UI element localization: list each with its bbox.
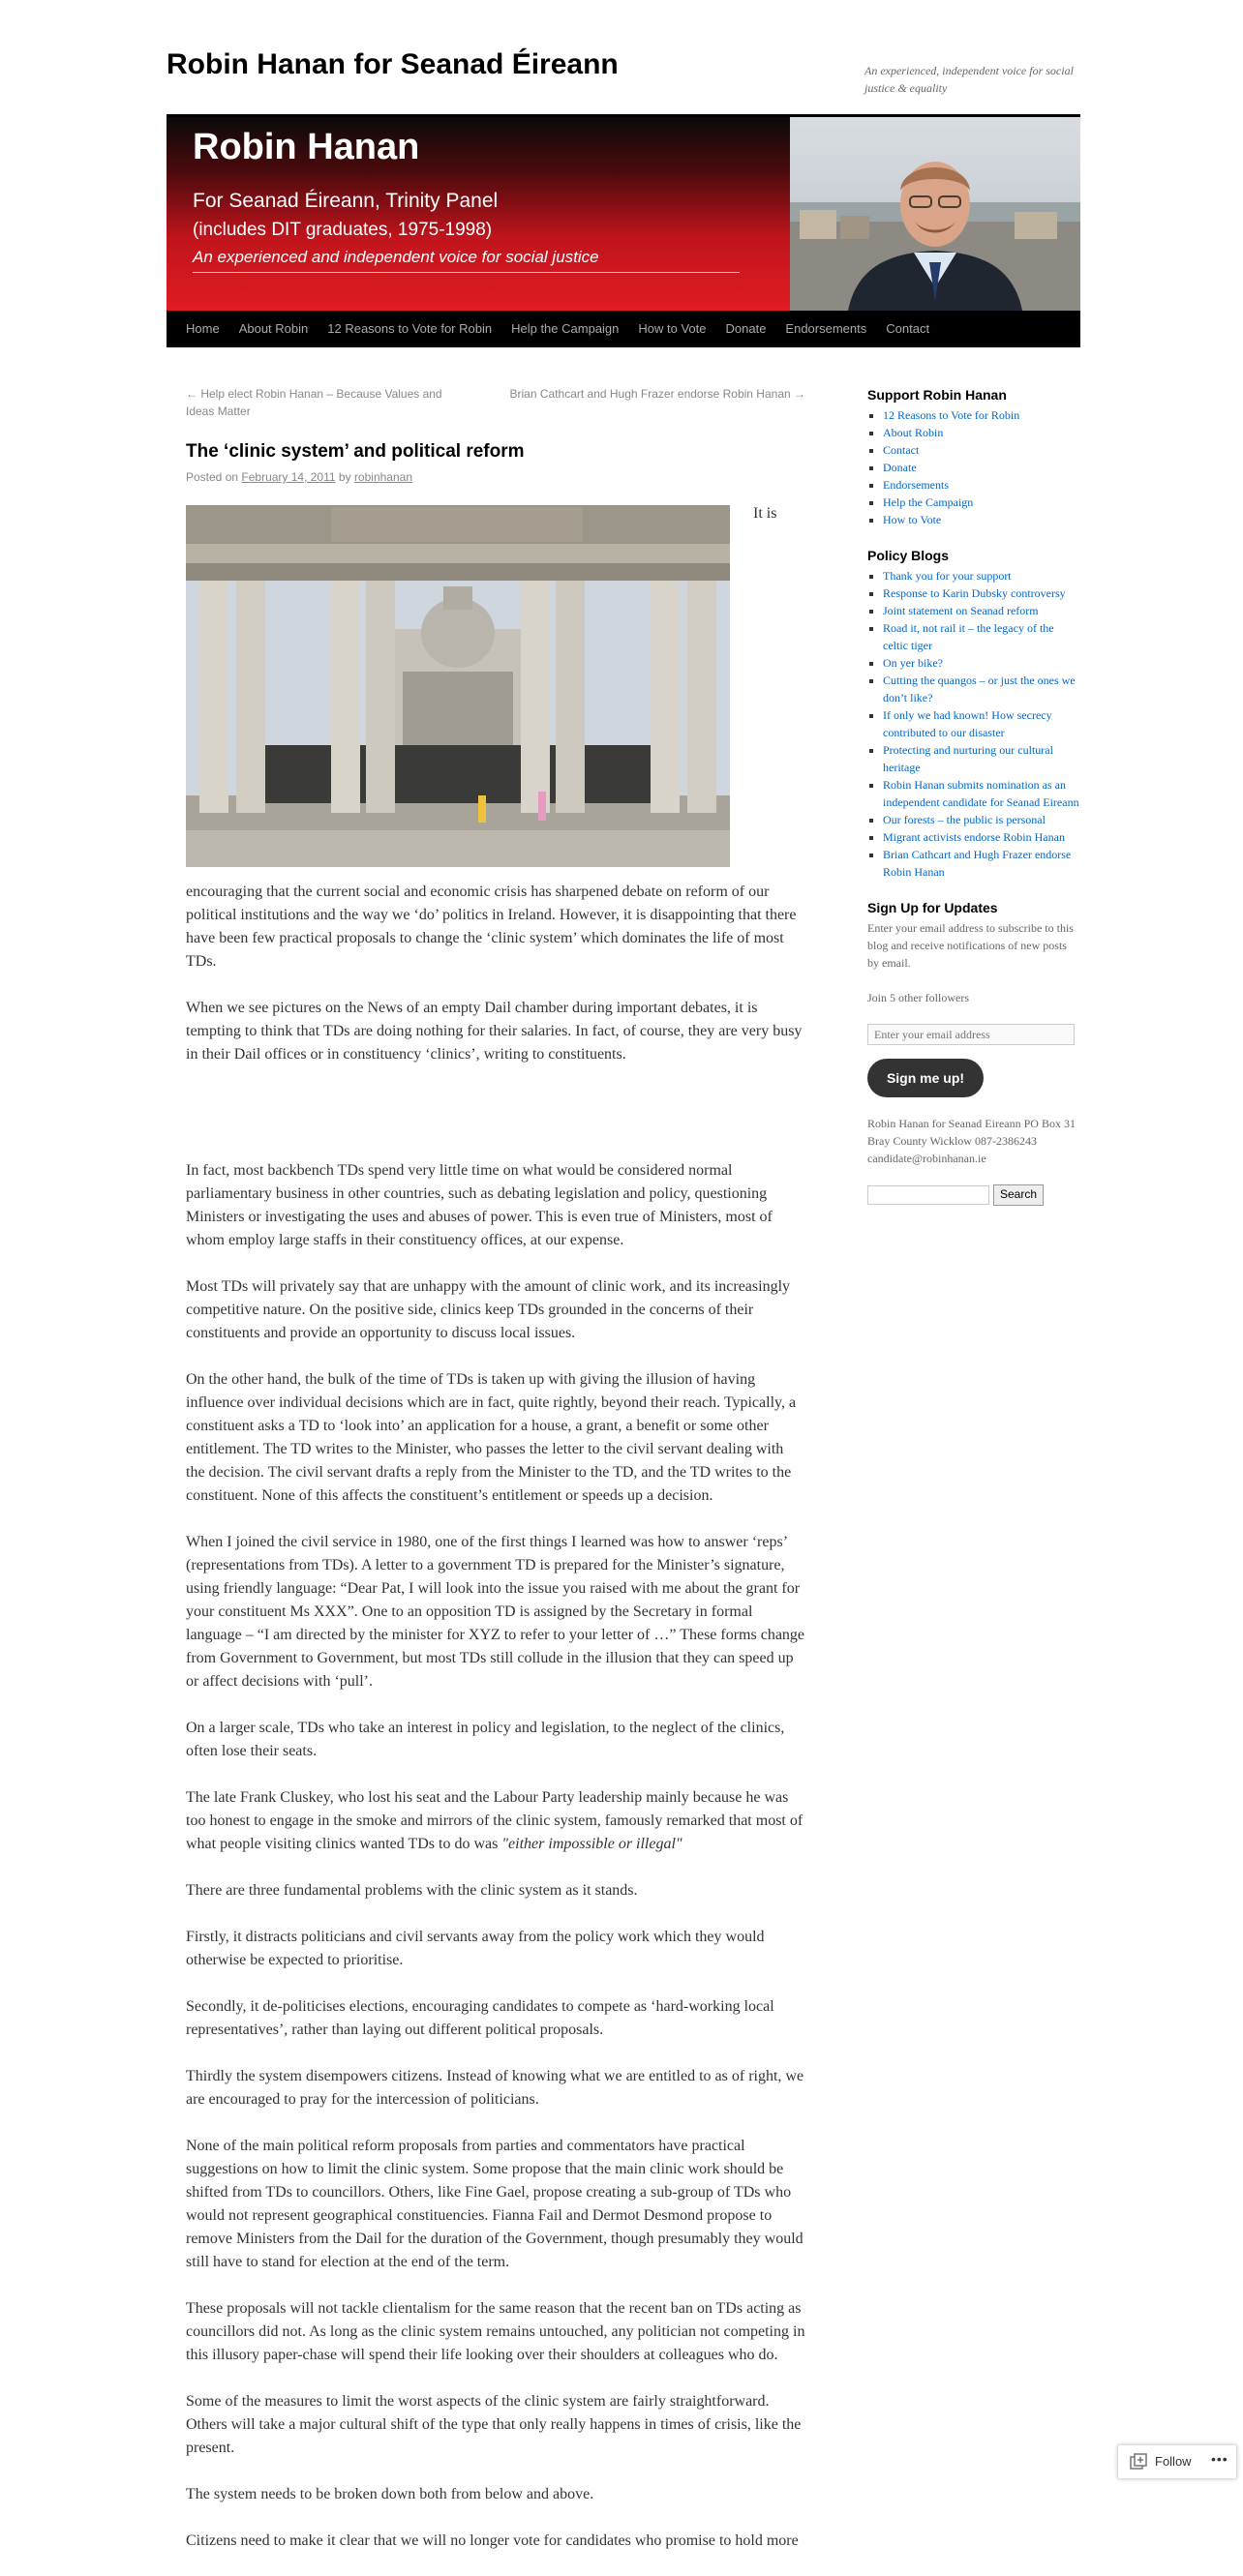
policy-blogs-title: Policy Blogs: [867, 548, 950, 563]
policy-link[interactable]: ▪ Joint statement on Seanad reform: [883, 602, 1080, 619]
policy-link[interactable]: ▪ Cutting the quangos – or just the ones we don’t like?: [883, 672, 1080, 706]
more-options-icon[interactable]: •••: [1211, 2451, 1228, 2467]
policy-link[interactable]: ▪ Protecting and nurturing our cultural heritage: [883, 741, 1080, 776]
sidebar: [867, 385, 1080, 1206]
site-description: An experienced, independent voice for social justice & equality: [864, 64, 1074, 95]
post-content: [186, 881, 805, 2576]
paragraph: Citizens need to make it clear that we will no longer vote for candidates who promise to hold more: [186, 2532, 799, 2549]
post-author-link[interactable]: robinhanan: [353, 470, 412, 484]
candidate-portrait: [790, 117, 1080, 311]
menu-item-how-to-vote[interactable]: How to Vote: [638, 321, 707, 336]
menu-item-contact[interactable]: Contact: [886, 321, 930, 336]
policy-link[interactable]: ▪ On yer bike?: [883, 654, 1080, 672]
banner-tagline: An experienced and independent voice for social justice: [193, 248, 599, 266]
policy-link[interactable]: ▪ Brian Cathcart and Hugh Frazer endorse Robin Hanan: [883, 846, 1080, 881]
header-banner: [167, 117, 1080, 311]
paragraph: Most TDs will privately say that are unhappy with the amount of clinic work, and its increasingly competitive nature. On the positive side, clinics keep TDs grounded in the concerns of their constituents and provide an opportunity to discuss local issues.: [186, 1278, 791, 1341]
lead-word: It is: [753, 505, 777, 522]
paragraph: In fact, most backbench TDs spend very little time on what would be considered normal parliamentary business in other countries, such as debating legislation and policy, questioning Ministers or investigating the uses and abuses of power. This is even true of Ministers, most of whom employ large staffs in their constituency offices, at our expense.: [186, 1162, 773, 1248]
banner-name: Robin Hanan: [193, 127, 420, 167]
menu-item-help-campaign[interactable]: Help the Campaign: [511, 321, 620, 336]
support-link[interactable]: ▪ Endorsements: [883, 476, 1080, 494]
paragraph: Secondly, it de-politicises elections, encouraging candidates to compete as ‘hard-working local representatives’, rather than laying out different political proposals.: [186, 1998, 774, 2038]
signup-description: Enter your email address to subscribe to this blog and receive notifications of new posts by email.: [867, 921, 1074, 970]
policy-link[interactable]: ▪ Road it, not rail it – the legacy of the celtic tiger: [883, 619, 1080, 654]
paragraph: When we see pictures on the News of an empty Dail chamber during important debates, it is tempting to think that TDs are doing nothing for their salaries. In fact, of course, they are very busy in their Dail offices or in constituency ‘clinics’, writing to constituents.: [186, 1000, 803, 1063]
cluskey-text: The late Frank Cluskey, who lost his seat and the Labour Party leadership mainly because he was too honest to engage in the smoke and mirrors of the clinic system, famously remarked that most of what people visiting clinics wanted TDs to do was: [186, 1789, 803, 1852]
support-widget: [867, 385, 1080, 528]
main-navigation: [167, 311, 1080, 347]
policy-link[interactable]: ▪ Thank you for your support: [883, 567, 1080, 584]
contact-details: Robin Hanan for Seanad Eireann PO Box 31 Bray County Wicklow 087-2386243 candidate@robinhanan.ie: [867, 1117, 1076, 1165]
paragraph: The system needs to be broken down both from below and above.: [186, 2486, 594, 2502]
follow-label: Follow: [1155, 2454, 1192, 2469]
paragraph: On the other hand, the bulk of the time of TDs is taken up with giving the illusion of having influence over individual decisions which are in fact, quite rightly, beyond their reach. Typically, a constituent asks a TD to ‘look into’ an application for a house, a grant, a benefit or some other entitlement. The TD writes to the Minister, who passes the letter to the civil servant dealing with the decision. The civil servant drafts a reply from the Minister to the TD, and the TD writes to the constituent. None of this affects the constituent’s entitlement or speeds up a decision.: [186, 1371, 797, 1504]
search-button[interactable]: Search: [993, 1184, 1044, 1206]
support-widget-title: Support Robin Hanan: [867, 387, 1007, 403]
wordpress-follow-icon: [1130, 2453, 1147, 2471]
paragraph: encouraging that the current social and economic crisis has sharpened debate on reform of our political institutions and the way we ‘do’ politics in Ireland. However, it is disappointing that there have been few practical proposals to change the ‘clinic system’ which dominates the life of most TDs.: [186, 884, 797, 970]
post-date-link[interactable]: February 14, 2011: [241, 470, 336, 484]
policy-link[interactable]: ▪ Our forests – the public is personal: [883, 811, 1080, 828]
menu-item-home[interactable]: Home: [186, 321, 220, 336]
posted-on-label: Posted on: [186, 470, 239, 484]
support-link[interactable]: ▪ About Robin: [883, 424, 1080, 441]
banner-underline: [193, 272, 740, 273]
cluskey-quote: "either impossible or illegal": [501, 1836, 682, 1852]
signup-title: Sign Up for Updates: [867, 900, 998, 915]
post-meta: [186, 470, 412, 484]
previous-post-link[interactable]: ← Help elect Robin Hanan – Because Values and Ideas Matter: [186, 387, 442, 418]
paragraph: When I joined the civil service in 1980, one of the first things I learned was how to answer ‘reps’ (representations from TDs). A letter to a government TD is prepared for the Minister’s signature, using friendly language: “Dear Pat, I will look into the issue you raised with me about the grant for your constituent Ms XXX”. One to an opposition TD is assigned by the Secretary in formal language – “I am directed by the minister for XYZ to refer to your letter of …” These forms change from Government to Government, but most TDs still collude in the illusion that they can speed up or affect decisions with ‘pull’.: [186, 1534, 805, 1690]
support-link[interactable]: ▪ Contact: [883, 441, 1080, 459]
menu-item-donate[interactable]: Donate: [725, 321, 767, 336]
search-form: [867, 1184, 1080, 1206]
site-title[interactable]: Robin Hanan for Seanad Éireann: [167, 48, 619, 80]
support-link[interactable]: ▪ 12 Reasons to Vote for Robin: [883, 406, 1080, 424]
support-link[interactable]: ▪ Donate: [883, 459, 1080, 476]
banner-graduates: (includes DIT graduates, 1975-1998): [193, 220, 493, 240]
next-post-link[interactable]: Brian Cathcart and Hugh Frazer endorse Robin Hanan →: [509, 387, 805, 401]
banner-panel: For Seanad Éireann, Trinity Panel: [193, 190, 499, 212]
signup-button[interactable]: Sign me up!: [867, 1059, 984, 1097]
policy-link[interactable]: ▪ Robin Hanan submits nomination as an independent candidate for Seanad Eireann: [883, 776, 1080, 811]
paragraph: Some of the measures to limit the worst aspects of the clinic system are fairly straightforward. Others will take a major cultural shift of the type that only really happens in times of crisis, like the present.: [186, 2393, 802, 2456]
post-navigation: [186, 385, 805, 424]
follow-button[interactable]: [1117, 2444, 1237, 2479]
cluskey-paragraph: [186, 1786, 805, 1856]
menu-item-endorsements[interactable]: Endorsements: [785, 321, 867, 336]
menu-item-12-reasons[interactable]: 12 Reasons to Vote for Robin: [327, 321, 493, 336]
policy-blogs-widget: [867, 546, 1080, 881]
paragraph: None of the main political reform proposals from parties and commentators have practical suggestions on how to limit the clinic system. Some propose that the main clinic work should be shifted from TDs to councillors. Others, like Fine Gael, propose creating a sub-group of TDs who would not represent geographical constituencies. Fianna Fail and Dermot Desmond propose to remove Ministers from the Dail for the duration of the Government, though presumably they would still have to stand for election at the end of the term.: [186, 2138, 803, 2270]
policy-link[interactable]: ▪ If only we had known! How secrecy contributed to our disaster: [883, 706, 1080, 741]
policy-link[interactable]: ▪ Response to Karin Dubsky controversy: [883, 584, 1080, 602]
signup-widget: [867, 898, 1080, 1206]
policy-link[interactable]: ▪ Migrant activists endorse Robin Hanan: [883, 828, 1080, 846]
paragraph: Firstly, it distracts politicians and civil servants away from the policy work which they would otherwise be expected to prioritise.: [186, 1929, 765, 1968]
paragraph: Thirdly the system disempowers citizens. Instead of knowing what we are entitled to as of right, we are encouraged to pray for the intercession of politicians.: [186, 2068, 804, 2108]
menu-item-about-robin[interactable]: About Robin: [238, 321, 309, 336]
support-link[interactable]: ▪ Help the Campaign: [883, 494, 1080, 511]
by-label: by: [338, 470, 351, 484]
email-field[interactable]: [867, 1024, 1075, 1045]
paragraph: On a larger scale, TDs who take an interest in policy and legislation, to the neglect of the clinics, often lose their seats.: [186, 1720, 785, 1759]
paragraph: These proposals will not tackle clientalism for the same reason that the recent ban on TDs acting as councillors did not. As long as the clinic system remains untouched, any politician not competing in this illusory paper-chase will spend their life looking over their shoulders at colleagues who do.: [186, 2300, 805, 2363]
search-input[interactable]: [867, 1185, 989, 1205]
support-link[interactable]: ▪ How to Vote: [883, 511, 1080, 528]
paragraph: There are three fundamental problems with the clinic system as it stands.: [186, 1882, 638, 1899]
empty-paragraph: [186, 1090, 805, 1136]
content-column: [186, 385, 805, 2549]
post-title: The ‘clinic system’ and political reform: [186, 441, 525, 462]
followers-count: Join 5 other followers: [867, 991, 969, 1004]
government-buildings-photo: [186, 505, 730, 867]
